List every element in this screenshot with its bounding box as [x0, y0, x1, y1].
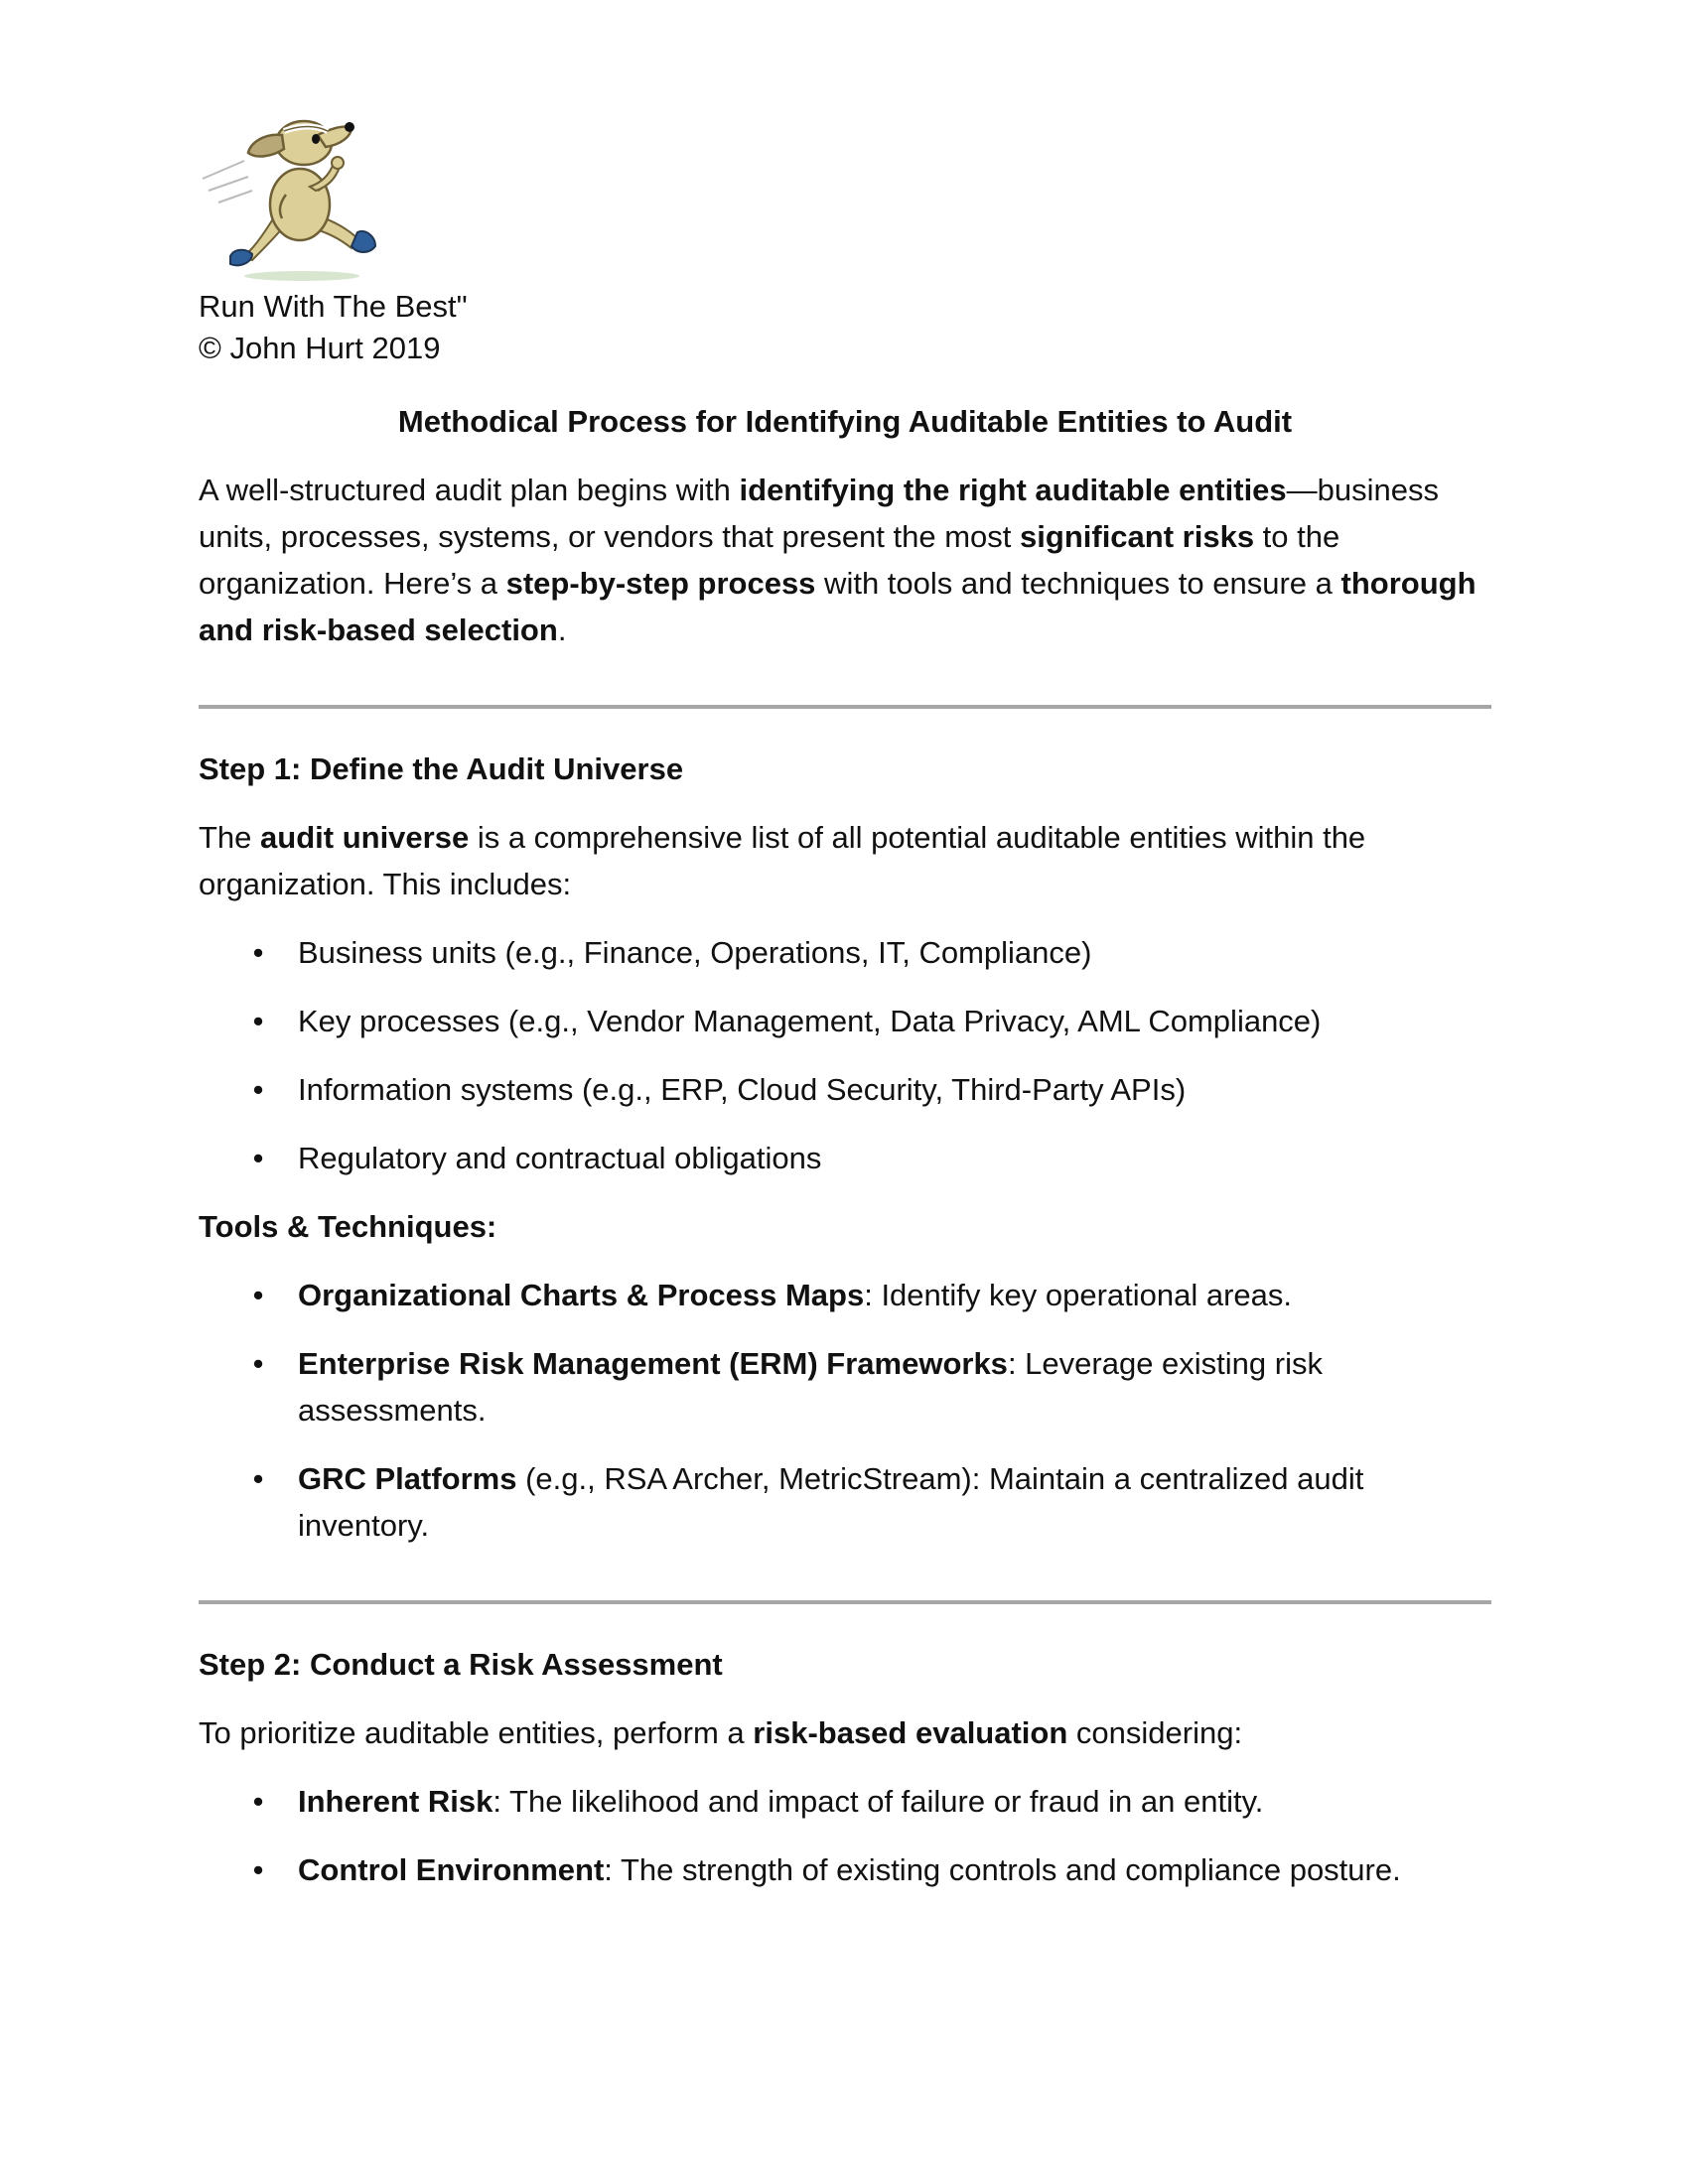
list-item	[199, 1066, 1491, 1113]
list-item-description: : The strength of existing controls and compliance posture.	[604, 1852, 1401, 1887]
list-item-term: Organizational Charts & Process Maps	[298, 1278, 865, 1312]
tools-list	[199, 1272, 1491, 1549]
list-item-description: : The likelihood and impact of failure or fraud in an entity.	[492, 1784, 1264, 1819]
step1-heading: Step 1: Define the Audit Universe	[199, 751, 684, 786]
bullet-icon: •	[252, 1784, 264, 1819]
list-item-description: : Leverage existing risk assessments.	[298, 1346, 1323, 1428]
step2-heading: Step 2: Conduct a Risk Assessment	[199, 1647, 723, 1682]
list-item-term: Inherent Risk	[298, 1784, 493, 1819]
list-item	[199, 1272, 1491, 1318]
text-run: .	[557, 613, 567, 647]
list-item	[199, 1340, 1491, 1433]
text-run: To prioritize auditable entities, perform a	[199, 1715, 754, 1750]
copyright-notice: © John Hurt 2019	[199, 331, 441, 365]
bullet-icon: •	[252, 1852, 264, 1887]
list-item-term: Control Environment	[298, 1852, 605, 1887]
bold-text: significant risks	[1020, 519, 1255, 554]
section-divider	[199, 1600, 1491, 1604]
section-divider	[199, 705, 1491, 709]
list-item-term: GRC Platforms	[298, 1461, 517, 1496]
bold-text: identifying the right auditable entities	[739, 473, 1287, 507]
text-run: to the organization. Here’s a	[199, 519, 1340, 601]
list-item-term: Enterprise Risk Management (ERM) Frameworks	[298, 1346, 1008, 1381]
bold-text: audit universe	[260, 820, 470, 855]
bold-text: risk-based evaluation	[753, 1715, 1068, 1750]
bullet-icon: •	[252, 1346, 264, 1381]
list-item-text: Regulatory and contractual obligations	[298, 1141, 822, 1175]
list-item-text: Key processes (e.g., Vendor Management, Data Privacy, AML Compliance)	[298, 1004, 1322, 1038]
bold-text: step-by-step process	[505, 566, 816, 601]
list-item	[199, 1135, 1491, 1181]
text-run: The	[199, 820, 261, 855]
list-item-text: Business units (e.g., Finance, Operations, IT, Compliance)	[298, 935, 1092, 970]
list-item-description: (e.g., RSA Archer, MetricStream): Maintain a centralized audit inventory.	[298, 1461, 1364, 1543]
list-item-description: : Identify key operational areas.	[864, 1278, 1293, 1312]
text-run: —business units, processes, systems, or vendors that present the most	[199, 473, 1440, 554]
bold-text: thorough and risk-based selection	[199, 566, 1477, 647]
step1-list	[199, 929, 1491, 1181]
logo-tagline: Run With The Best"	[199, 289, 468, 324]
list-item	[199, 1455, 1491, 1549]
list-item	[199, 929, 1491, 976]
text-run: with tools and techniques to ensure a	[815, 566, 1341, 601]
bullet-icon: •	[252, 1004, 264, 1038]
bullet-icon: •	[252, 1278, 264, 1312]
step2-paragraph	[199, 1709, 1491, 1756]
intro-paragraph	[199, 467, 1491, 653]
bullet-icon: •	[252, 1141, 264, 1175]
text-run: A well-structured audit plan begins with	[199, 473, 740, 507]
list-item	[199, 998, 1491, 1044]
bullet-icon: •	[252, 935, 264, 970]
text-run: is a comprehensive list of all potential auditable entities within the organization. This includes:	[199, 820, 1366, 901]
step2-list	[199, 1778, 1491, 1893]
bullet-icon: •	[252, 1461, 264, 1496]
bullet-icon: •	[252, 1072, 264, 1107]
document-title: Methodical Process for Identifying Auditable Entities to Audit	[397, 404, 1293, 439]
running-dog-logo-icon	[201, 91, 389, 286]
list-item-text: Information systems (e.g., ERP, Cloud Security, Third-Party APIs)	[298, 1072, 1187, 1107]
list-item	[199, 1778, 1491, 1825]
tools-heading: Tools & Techniques:	[199, 1209, 497, 1244]
list-item	[199, 1846, 1491, 1893]
step1-paragraph	[199, 814, 1491, 907]
text-run: considering:	[1067, 1715, 1243, 1750]
document-page	[199, 91, 1491, 1893]
